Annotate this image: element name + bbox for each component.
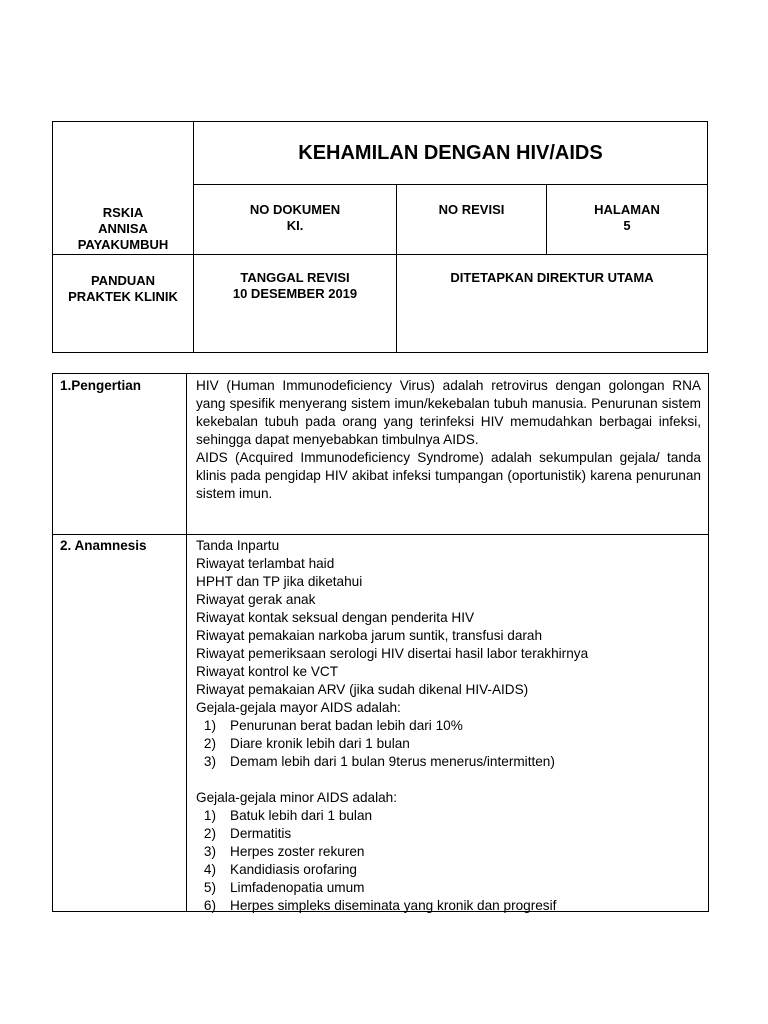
section-content-pengertian	[196, 377, 701, 503]
anamnesis-item: Riwayat pemakaian ARV (jika sudah dikenal HIV-AIDS)	[196, 682, 529, 697]
section-content-anamnesis	[196, 537, 701, 915]
page-number-value: 5	[623, 218, 631, 233]
document-number	[194, 202, 396, 234]
list-item: 6) Herpes simpleks diseminata yang kronik dan progresif	[203, 898, 557, 913]
list-item: 4) Kandidiasis orofaring	[203, 862, 357, 877]
guide-type: PANDUAN PRAKTEK KLINIK	[68, 273, 178, 304]
section-label-pengertian: 1.Pengertian	[60, 378, 142, 393]
anamnesis-item: Riwayat kontak seksual dengan penderita HIV	[196, 610, 475, 625]
revision-date-value: 10 DESEMBER 2019	[232, 286, 358, 301]
list-item: 2) Diare kronik lebih dari 1 bulan	[203, 736, 410, 751]
revision-number-label: NO REVISI	[438, 202, 505, 217]
anamnesis-item: Riwayat pemakaian narkoba jarum suntik, transfusi darah	[196, 628, 543, 643]
anamnesis-item: Riwayat pemeriksaan serologi HIV disertai hasil labor terakhirnya	[196, 646, 589, 661]
definition-aids: AIDS (Acquired Immunodeficiency Syndrome) adalah sekumpulan gejala/ tanda klinis pada pengidap HIV akibat infeksi tumpangan (oportunistik) karena penurunan sistem imun.	[196, 450, 701, 501]
revision-date-label: TANGGAL REVISI	[240, 270, 350, 285]
list-item: 1) Batuk lebih dari 1 bulan	[203, 808, 373, 823]
definition-hiv: HIV (Human Immunodeficiency Virus) adalah retrovirus dengan golongan RNA yang spesifik menyerang sistem imun/kekebalan tubuh manusia. Penurunan sistem kekebalan tubuh pada orang yang terinfeksi HIV memudahkan berbagai infeksi, sehingga dapat menyebabkan timbulnya AIDS.	[196, 378, 701, 447]
minor-symptoms-list	[196, 807, 701, 915]
major-symptoms-list	[196, 717, 701, 771]
page-number-label: HALAMAN	[594, 202, 660, 217]
section-label-anamnesis: 2. Anamnesis	[60, 538, 147, 553]
major-symptoms-heading: Gejala-gejala mayor AIDS adalah:	[196, 700, 401, 715]
approved-by: DITETAPKAN DIREKTUR UTAMA	[450, 270, 654, 285]
list-item: 1) Penurunan berat badan lebih dari 10%	[203, 718, 463, 733]
list-item: 3) Demam lebih dari 1 bulan 9terus menerus/intermitten)	[203, 754, 555, 769]
list-item: 2) Dermatitis	[203, 826, 292, 841]
revision-date	[194, 270, 396, 302]
anamnesis-item: Riwayat terlambat haid	[196, 556, 335, 571]
anamnesis-item: Riwayat kontrol ke VCT	[196, 664, 339, 679]
anamnesis-item: HPHT dan TP jika diketahui	[196, 574, 363, 589]
document-header-table	[52, 121, 708, 353]
list-item: 5) Limfadenopatia umum	[203, 880, 365, 895]
list-item: 3) Herpes zoster rekuren	[203, 844, 365, 859]
page-number	[547, 202, 707, 234]
document-number-label: NO DOKUMEN	[249, 202, 341, 217]
anamnesis-item: Tanda Inpartu	[196, 538, 280, 553]
document-number-value: KI.	[286, 218, 304, 233]
organization-name: RSKIA ANNISA PAYAKUMBUH	[77, 205, 169, 252]
document-title: KEHAMILAN DENGAN HIV/AIDS	[298, 142, 603, 164]
revision-number	[397, 202, 546, 218]
anamnesis-item: Riwayat gerak anak	[196, 592, 316, 607]
content-table	[52, 373, 709, 912]
minor-symptoms-heading: Gejala-gejala minor AIDS adalah:	[196, 790, 397, 805]
